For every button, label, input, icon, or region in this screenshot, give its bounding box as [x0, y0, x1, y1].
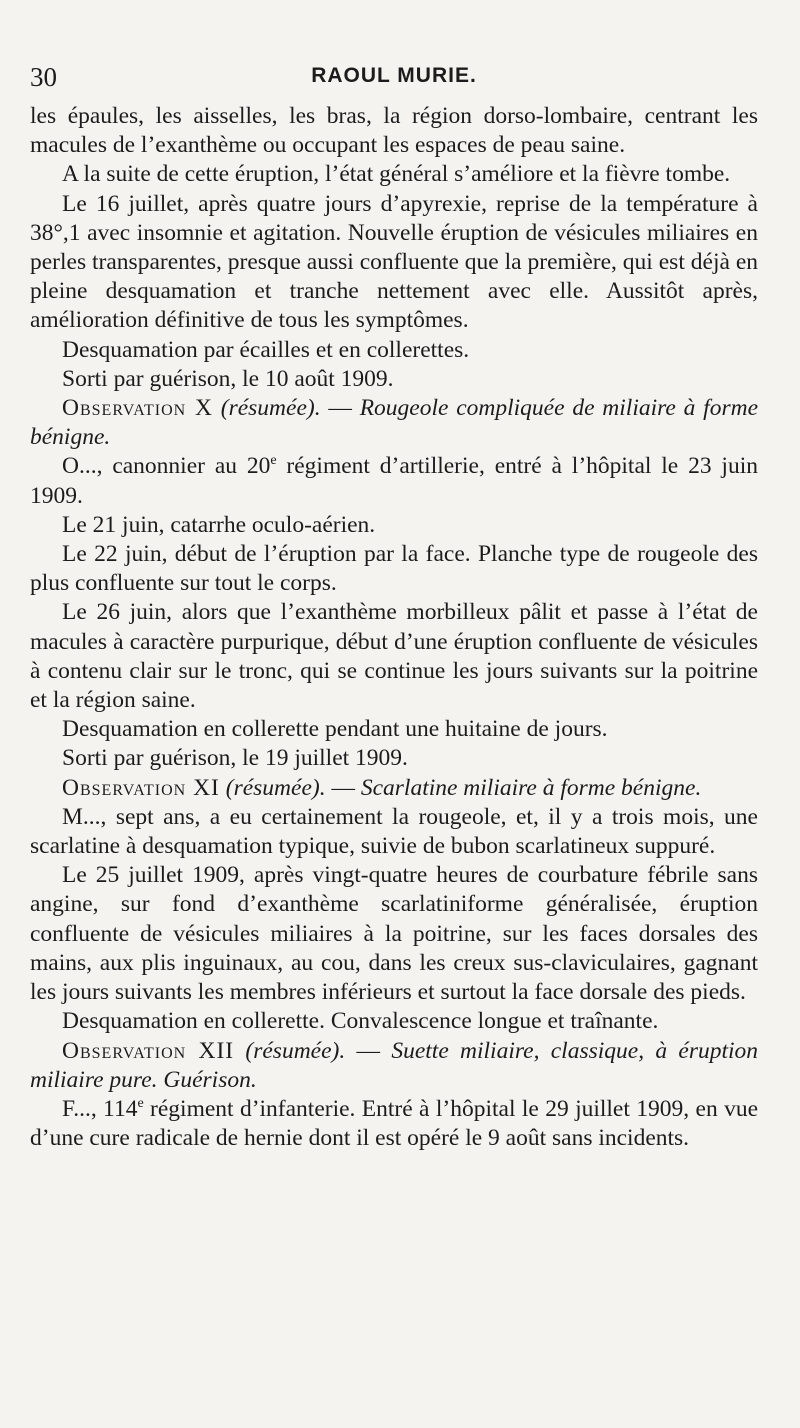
- observation-heading: [30, 394, 758, 452]
- page-body: [30, 102, 758, 1153]
- paragraph: Sorti par guérison, le 10 août 1909.: [62, 365, 394, 392]
- superscript: e: [137, 1096, 144, 1112]
- paragraph: Desquamation en collerette. Convalescence longue et traînante.: [62, 1008, 659, 1035]
- observation-label: Observation XII: [62, 1037, 235, 1064]
- paragraph-text: O..., canonnier au 20: [62, 453, 271, 480]
- superscript: e: [270, 453, 277, 469]
- paragraph-text: régiment d’infanterie. Entré à l’hôpital le 29 juillet 1909, en vue d’une cure radicale de hernie dont il est opéré le 9 août sans incidents.: [30, 1095, 759, 1152]
- observation-dash: —: [325, 774, 361, 801]
- paragraph: Le 25 juillet 1909, après vingt-quatre heures de courbature fébrile sans angine, sur fond d’exanthème scarlatiniforme généralisée, éruption confluente de vésicules miliaires à la poitrine, sur les faces dorsales des mains, aux plis inguinaux, au cou, dans les creux sus-claviculaires, gagnant les jours suivants les membres inférieurs et surtout la face dorsale des pieds.: [30, 862, 758, 1006]
- paragraph-text: F..., 114: [62, 1095, 138, 1122]
- paragraph: Desquamation en collerette pendant une huitaine de jours.: [62, 716, 608, 743]
- observation-qualifier: (résumée).: [220, 395, 321, 422]
- paragraph: A la suite de cette éruption, l’état général s’améliore et la fièvre tombe.: [62, 161, 731, 188]
- observation-heading: [30, 1037, 758, 1095]
- paragraph: Sorti par guérison, le 19 juillet 1909.: [62, 745, 408, 772]
- paragraph: M..., sept ans, a eu certainement la rougeole, et, il y a trois mois, une scarlatine à desquamation typique, suivie de bubon scarlatineux suppuré.: [30, 803, 758, 860]
- observation-dash: —: [320, 395, 360, 422]
- observation-label: Observation X: [62, 395, 213, 422]
- observation-dash: —: [345, 1037, 392, 1064]
- paragraph: [30, 452, 758, 510]
- paragraph: Le 21 juin, catarrhe oculo-aérien.: [62, 511, 376, 538]
- observation-title: Suette miliaire, classique, à éruption miliaire pure. Guérison.: [30, 1037, 759, 1093]
- paragraph: Le 22 juin, début de l’éruption par la face. Planche type de rougeole des plus confluente sur tout le corps.: [30, 541, 758, 597]
- paragraph: Le 26 juin, alors que l’exanthème morbilleux pâlit et passe à l’état de macules à caractère purpurique, début d’une éruption confluente de vésicules à contenu clair sur le tronc, qui se continue les jours suivants sur la poitrine et la région saine.: [30, 599, 758, 714]
- observation-qualifier: (résumée).: [225, 774, 326, 801]
- observation-title: Scarlatine miliaire à forme bénigne.: [360, 774, 702, 801]
- paragraph-text: régiment d’artillerie, entré à l’hôpital le 23 juin 1909.: [30, 453, 758, 509]
- observation-title: Rougeole compliquée de miliaire à forme bénigne.: [30, 395, 758, 451]
- observation-label: Observation XI: [62, 774, 220, 801]
- paragraph: Le 16 juillet, après quatre jours d’apyrexie, reprise de la température à 38°,1 avec insomnie et agitation. Nouvelle éruption de vésicules miliaires en perles transparentes, presque aussi confluente que la première, qui est déjà en pleine desquamation et tranche nettement avec elle. Aussitôt après, amélioration définitive de tous les symptômes.: [30, 190, 758, 334]
- paragraph: Desquamation par écailles et en collerettes.: [62, 336, 470, 363]
- paragraph: les épaules, les aisselles, les bras, la région dorso-lombaire, centrant les macules de l’exanthème ou occupant les espaces de peau saine.: [30, 103, 758, 159]
- paragraph: [30, 1095, 758, 1153]
- observation-heading: [30, 774, 758, 803]
- observation-qualifier: (résumée).: [245, 1037, 346, 1064]
- page-number: 30: [30, 62, 57, 92]
- page-header: [30, 62, 758, 96]
- running-head: RAOUL MURIE.: [311, 64, 477, 87]
